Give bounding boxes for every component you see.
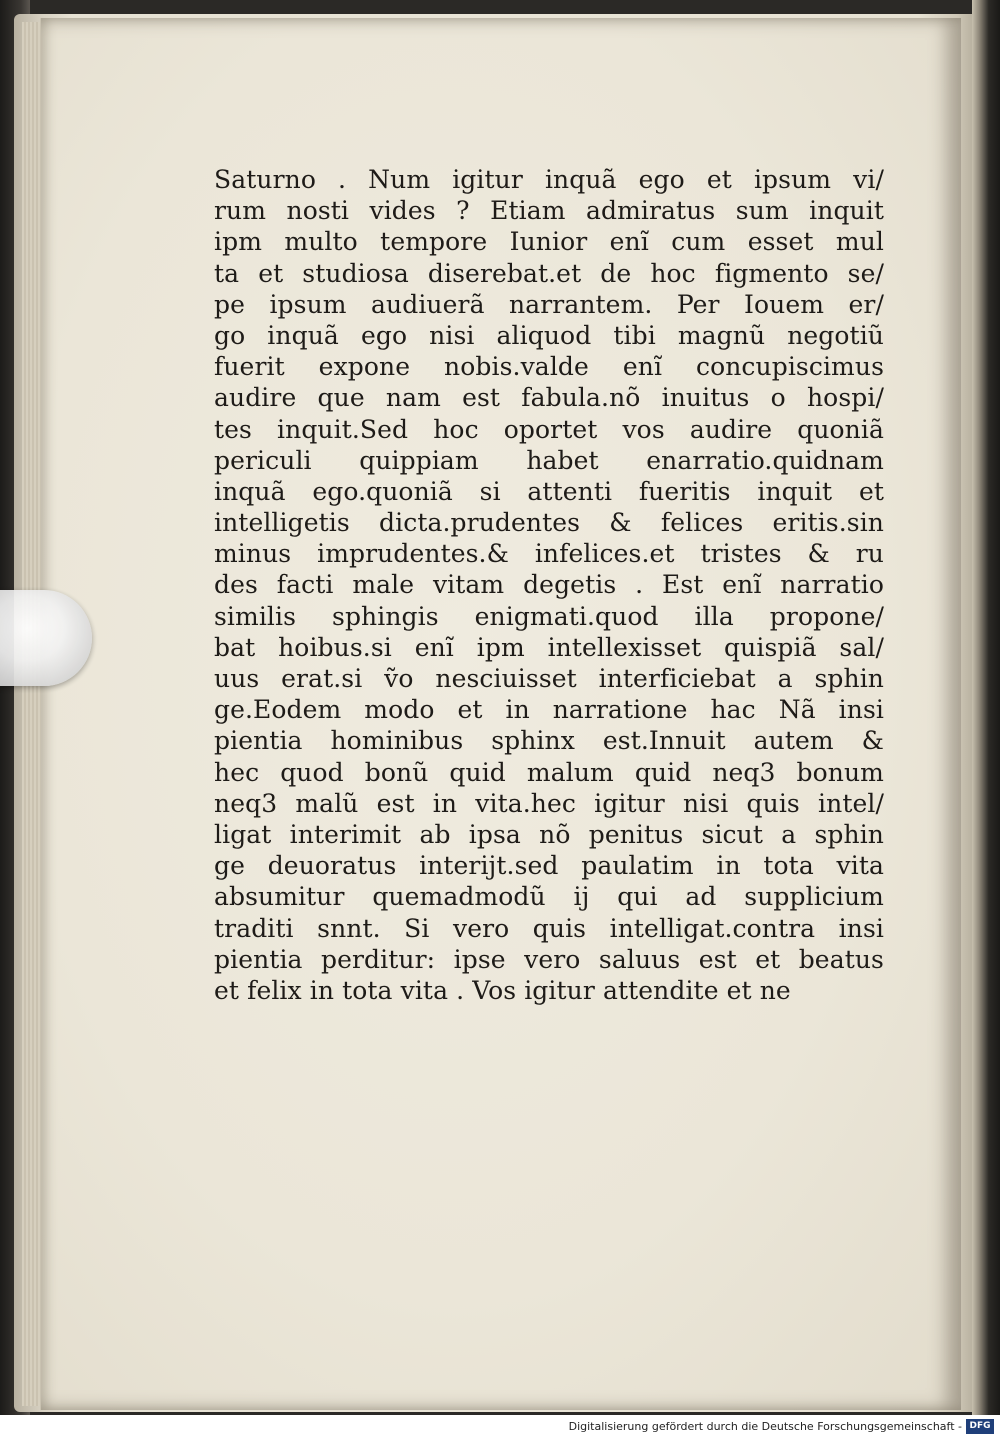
text-line: bat hoibus.si enĩ ipm intellexisset quispiã sal/ [214, 632, 884, 662]
text-line: Saturno . Num igitur inquã ego et ipsum vi/ [214, 165, 884, 194]
text-line: absumitur quemadmodũ ij qui ad supplicium [214, 882, 884, 912]
footer-bar [0, 1415, 1000, 1437]
text-line: rum nosti vides ? Etiam admiratus sum inquit [214, 196, 884, 226]
footer-credit: Digitalisierung gefördert durch die Deutsche Forschungsgemeinschaft - [568, 1420, 962, 1433]
page-text [214, 164, 884, 1006]
page-clip [0, 590, 92, 686]
scan-background-right [972, 0, 1000, 1415]
text-line: go inquã ego nisi aliquod tibi magnũ negotiũ [214, 320, 884, 350]
text-line: periculi quippiam habet enarratio.quidnam [214, 445, 884, 475]
text-line: minus imprudentes.& infelices.et tristes & ru [214, 539, 884, 569]
text-line: ge deuoratus interijt.sed paulatim in tota vita [214, 851, 884, 881]
text-line: traditi snnt. Si vero quis intelligat.contra insi [214, 913, 884, 943]
text-line: ta et studiosa diserebat.et de hoc figmento se/ [214, 258, 884, 288]
text-line: pe ipsum audiuerã narrantem. Per Iouem er/ [214, 289, 884, 319]
dfg-logo: DFG [966, 1419, 994, 1434]
text-line: pientia hominibus sphinx est.Innuit autem & [214, 726, 884, 756]
text-line: neq3 malũ est in vita.hec igitur nisi quis intel/ [214, 788, 884, 818]
text-line: ge.Eodem modo et in narratione hac Nã insi [214, 695, 884, 725]
text-line: inquã ego.quoniã si attenti fueritis inquit et [214, 476, 884, 506]
page-edges [22, 22, 40, 1406]
text-line: ligat interimit ab ipsa nõ penitus sicut a sphin [214, 819, 884, 849]
text-line: tes inquit.Sed hoc oportet vos audire quoniã [214, 414, 884, 444]
text-line: uus erat.si ṽo nesciuisset interficiebat a sphin [214, 664, 884, 693]
text-line: des facti male vitam degetis . Est enĩ narratio [214, 570, 884, 600]
text-line: similis sphingis enigmati.quod illa propone/ [214, 601, 884, 631]
text-line: pientia perditur: ipse vero saluus est et beatus [214, 944, 884, 974]
text-line: fuerit expone nobis.valde enĩ concupiscimus [214, 352, 884, 382]
text-line: intelligetis dicta.prudentes & felices eritis.sin [214, 508, 884, 538]
text-line: audire que nam est fabula.nõ inuitus o hospi/ [214, 383, 884, 413]
text-line: hec quod bonũ quid malum quid neq3 bonum [214, 757, 884, 787]
text-line: ipm multo tempore Iunior enĩ cum esset mul [214, 227, 884, 257]
text-line: et felix in tota vita . Vos igitur attendite et ne [214, 975, 791, 1005]
